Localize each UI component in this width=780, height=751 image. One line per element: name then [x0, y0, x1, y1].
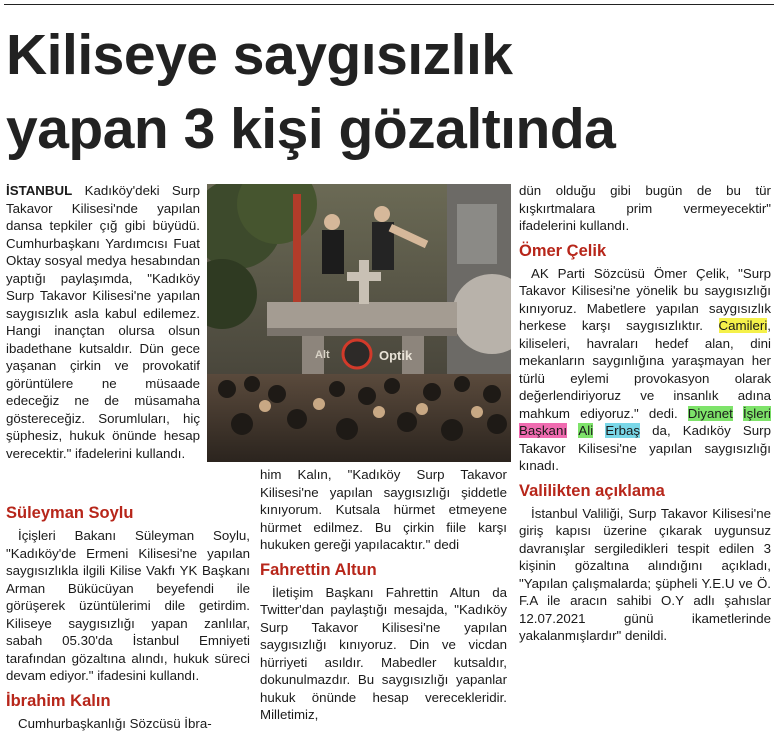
top-rule: [4, 4, 774, 5]
altun-paragraph: İletişim Başkanı Fahrettin Altun da Twitter'dan paylaştığı mesajda, "Kadıköy Surp Takavor Kilisesi'ne yapılan saygısızlığı kınıyoruz. Din ve vicdan hürriyeti asıldır. Mabedler kutsaldır, dokunulmazdır. Bu saygısızlığı yapanlar hukuk önünde hesap verecekleridir. Milletimiz,: [260, 584, 507, 722]
photo-sign-text-2: Alt: [315, 349, 330, 361]
celik-text-c: da, Kadıköy Surp Takavor Kilisesi'ne yapılan saygısızlığı kınadı.: [519, 423, 771, 473]
highlight-camileri: Camileri: [718, 318, 768, 333]
intro-text: Kadıköy'deki Surp Takavor Kilisesi'nde yapılan dansa tepkiler çığ gibi büyüdü. Cumhurbaşkanı Yardımcısı Fuat Oktay sosyal medya hesabından yaptığı paylaşımda, "Kadıköy Surp Takavor Kilisesi'ne yapılan saygısızlık asla kabul edilemez. Hangi inançtan olursa olsun ibadethane kutsaldır. Dün gece yaşanan çirkin ve provokatif görüntülere ne müsaade edeceğiz ne de müsamaha göstereceğiz. Sorumluları, hiç şüphesiz, hukuk önünde hesap verecektir." ifadelerini kullandı.: [6, 183, 200, 461]
highlight-diyanet: Diyanet: [687, 405, 733, 421]
highlight-ali: Ali: [578, 423, 594, 438]
column-intro: [6, 182, 200, 462]
kalin-paragraph: Cumhurbaşkanlığı Sözcüsü İbra-: [18, 715, 212, 731]
intro-paragraph: [6, 182, 200, 462]
subhead-kalin: İbrahim Kalın: [6, 691, 111, 710]
altun-continued: dün olduğu gibi bugün de bu tür kışkırtmalara prim vermeyecektir" ifadelerini kullandı.: [519, 183, 771, 233]
news-photo: [207, 184, 511, 462]
subhead-celik: Ömer Çelik: [519, 241, 607, 260]
headline-line-1: Kiliseye saygısızlık: [6, 23, 513, 87]
highlight-isleri: İşleri: [742, 405, 772, 421]
column-middle: [260, 466, 507, 724]
celik-text-a: AK Parti Sözcüsü Ömer Çelik, "Surp Takavor Kilisesi'ne yönelik bu saygısızlığı kınıyoruz. Mabetlere yapılan saygısızlık herkese karşı saygısızlıktır.: [519, 265, 771, 333]
kalin-continued: him Kalın, "Kadıköy Surp Takavor Kilisesi'ne yapılan saygısızlığı şiddetle kınıyorum. Kutsala hürmet etmeyene hürmet edilmez. Bu çirkin fiile karşı hukuken gereği yapılacaktır." dedi: [260, 467, 507, 552]
subhead-altun: Fahrettin Altun: [260, 560, 377, 579]
headline-line-2: yapan 3 kişi gözaltında: [6, 97, 616, 161]
subhead-valilik: Valilikten açıklama: [519, 481, 665, 500]
dateline: İSTANBUL: [6, 183, 73, 198]
photo-sign-text: Optik: [379, 348, 413, 363]
celik-text-b: , kiliseleri, havraları hedef alan, dini mekanların saygınlığına yaraşmayan her türlü eylemi provokasyon olarak değerlendiriyoruz ve insanlık adına mahkum ediyoruz." dedi.: [519, 318, 771, 421]
column-soylu: [6, 497, 250, 732]
highlight-erbas: Erbaş: [605, 423, 641, 438]
highlight-baskani: Başkanı: [519, 423, 568, 438]
crowd-photo-icon: [207, 184, 511, 462]
valilik-paragraph: İstanbul Valiliği, Surp Takavor Kilisesi'ne giriş kapısı üzerine çıkarak uygunsuz davranışlar sergiledikleri tespit edilen 3 kişinin gözaltına alındığını açıkladı, "Yapılan çalışmalarda; şüpheli Y.E.U ve Ö. F.A ile aracın sahibi O.Y adlı şahıslar 12.07.2021 günü ikametlerinde yakalanmışlardır" denildi.: [519, 505, 771, 643]
celik-paragraph: [519, 265, 771, 475]
headline: [6, 18, 776, 166]
subhead-soylu: Süleyman Soylu: [6, 504, 134, 522]
column-right: [519, 182, 771, 645]
soylu-paragraph: İçişleri Bakanı Süleyman Soylu, "Kadıköy'de Ermeni Kilisesi'ne yapılan saygısızlıkla ilgili Kilise Vakfı YK Başkanı Arman Bükücüyan beyefendi ile görüşerek üzüntülerimi dile getirdim. Kiliseye saygısızlığı yapan zanlılar, sabah 05.30'da İstanbul Emniyeti tarafından gözaltına alındı, hukuk süreci devam ediyor." ifadesini kullandı.: [6, 528, 250, 683]
